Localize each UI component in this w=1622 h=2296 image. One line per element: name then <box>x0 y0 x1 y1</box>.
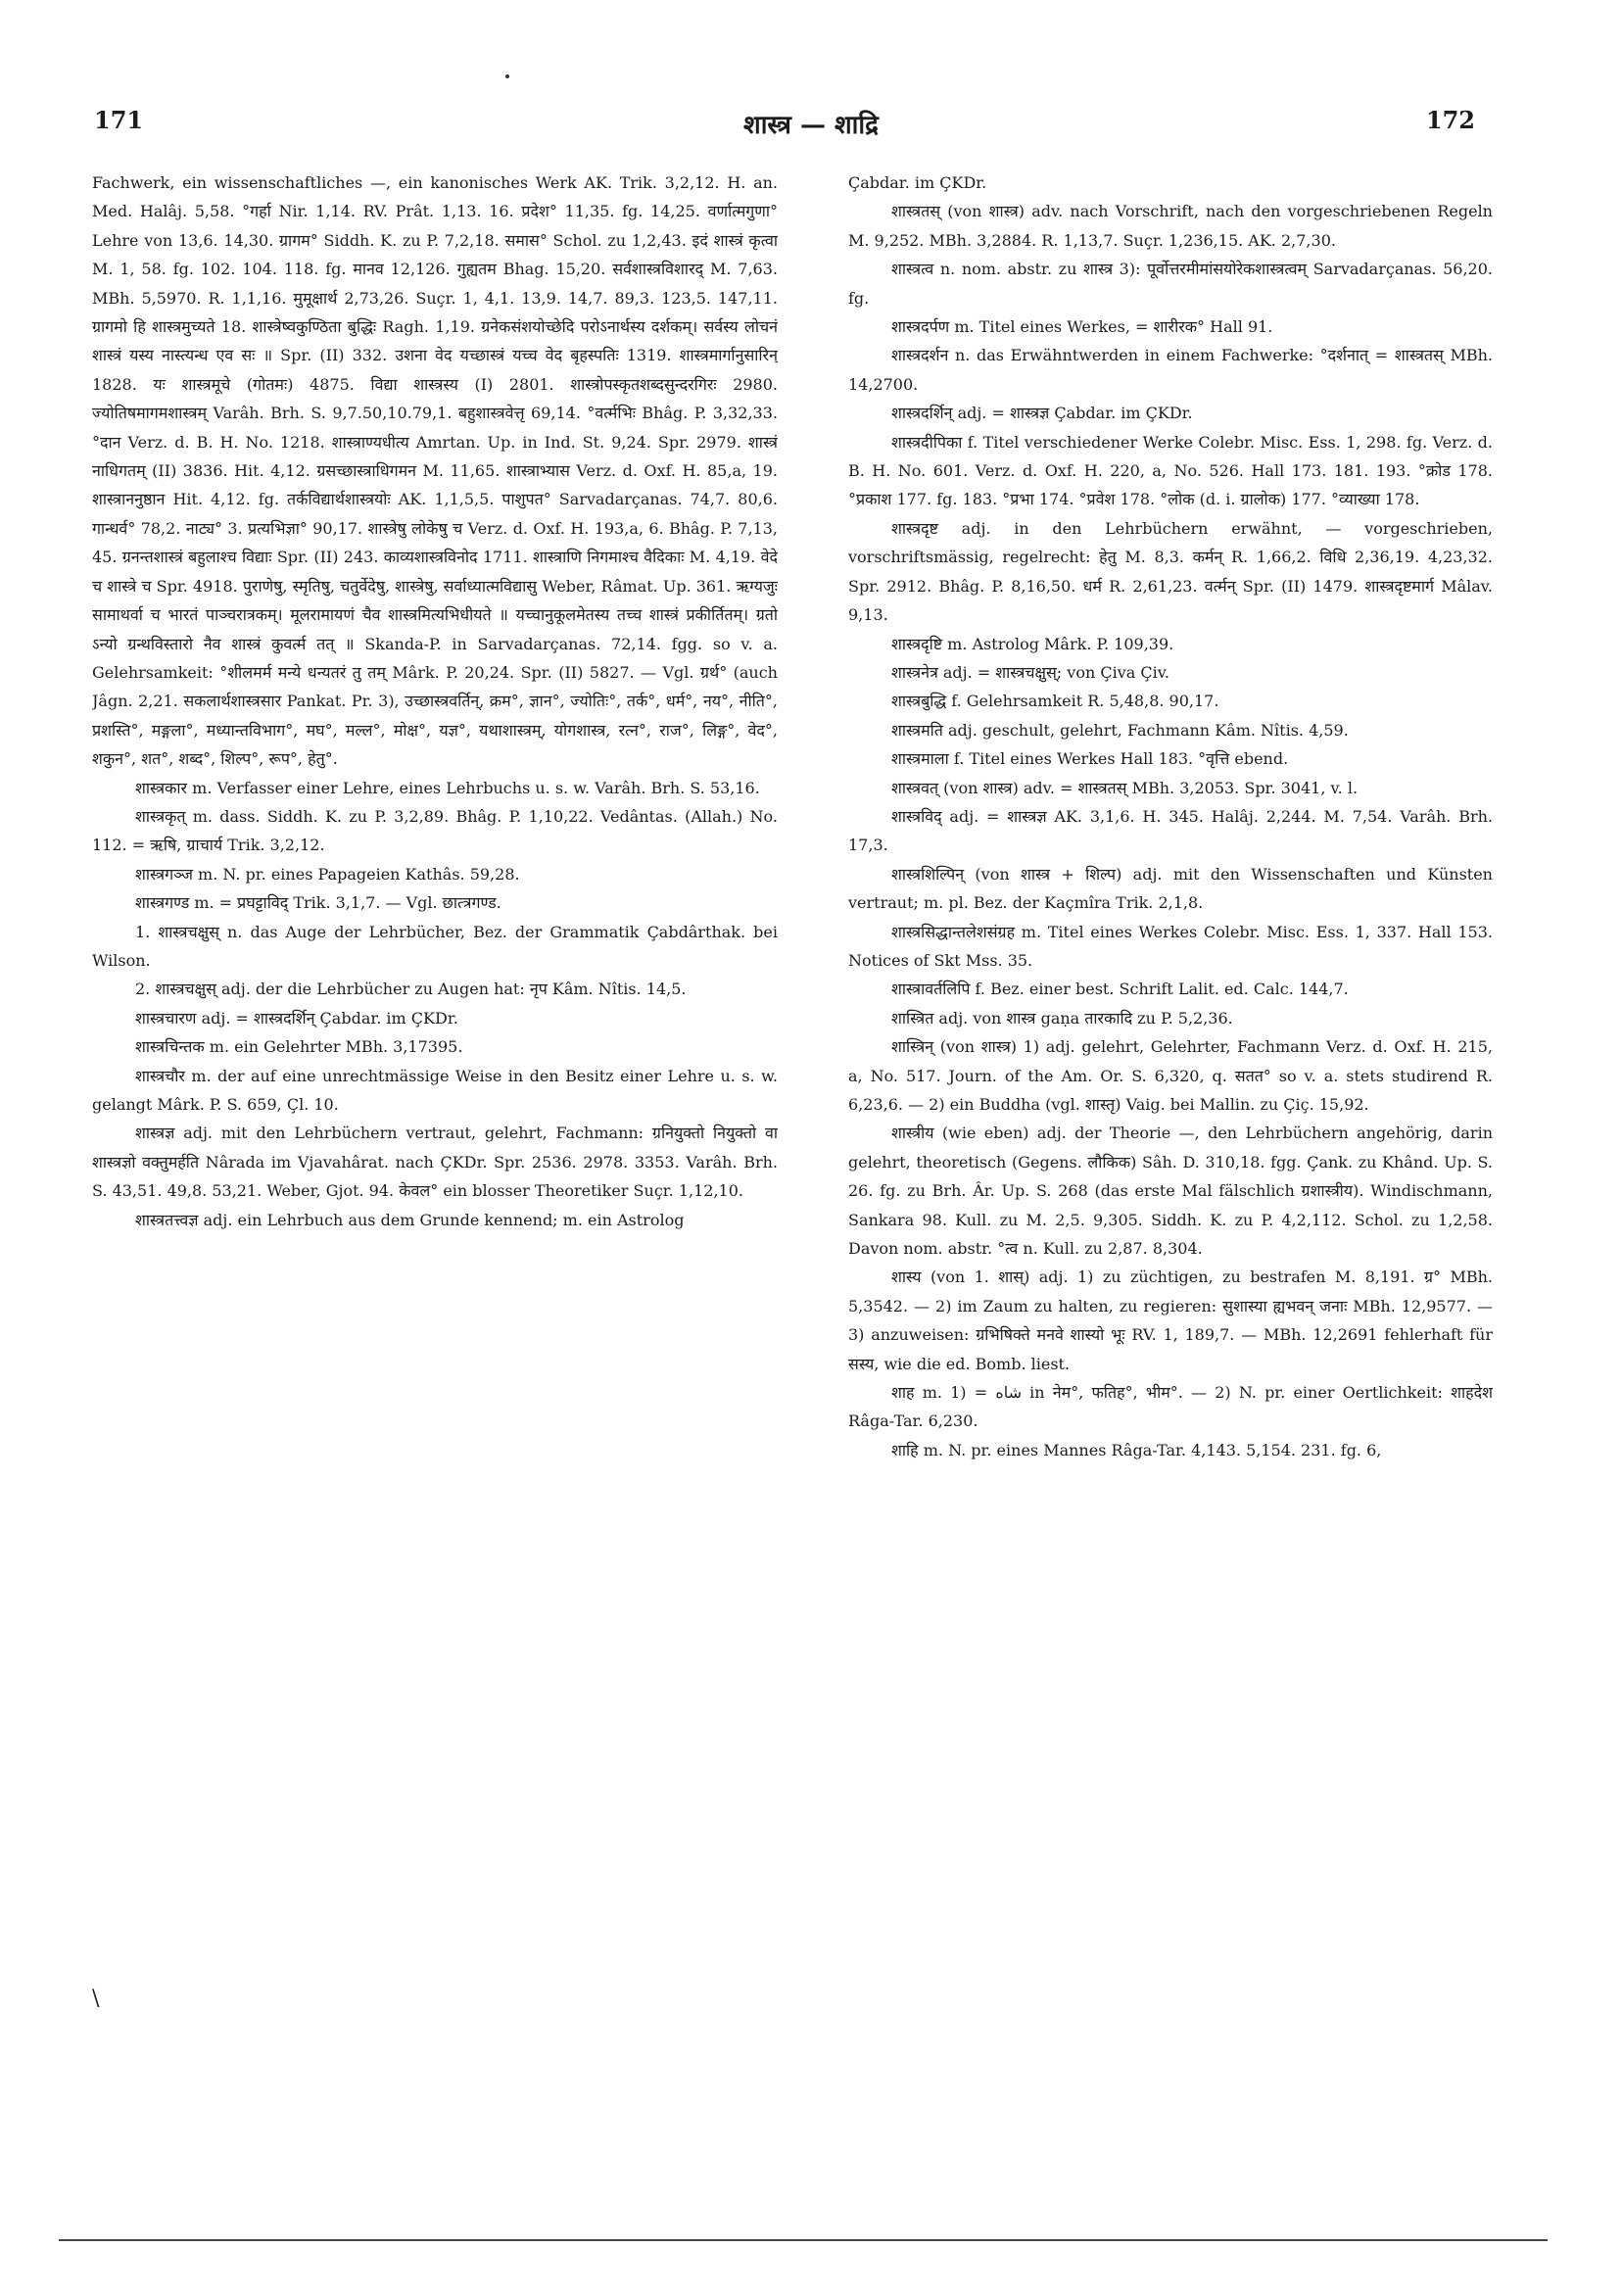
dictionary-entry: शास्त्रतस् (von शास्त्र) adv. nach Vorschrift, nach den vorgeschriebenen Regeln M. 9,252. MBh. 3,2884. R. 1,13,7. Suçr. 1,236,15. AK. 2,7,30. <box>848 202 1493 250</box>
dictionary-entry: शास्त्रिन् (von शास्त्र) 1) adj. gelehrt, Gelehrter, Fachmann Verz. d. Oxf. H. 215, a, No. 517. Journ. of the Am. Or. S. 6,320, q. सतत° so v. a. stets studirend R. 6,23,6. — 2) ein Buddha (vgl. शास्तृ) Vaig. bei Mallin. zu Çiç. 15,92. <box>848 1037 1493 1114</box>
dictionary-entry: शास्य (von 1. शास्) adj. 1) zu züchtigen, zu bestrafen M. 8,191. ग्र° MBh. 5,3542. — 2) im Zaum zu halten, zu regieren: सुशास्या ह्यभवन् जनाः MBh. 12,9577. — 3) anzuweisen: ग्रभिषिक्ते मनवे शास्यो भूः RV. 1, 189,7. — MBh. 12,2691 fehlerhaft für सस्य, wie die ed. Bomb. liest. <box>848 1268 1493 1373</box>
left-column <box>92 168 778 2000</box>
dictionary-entry: शास्त्रगञ्ज m. N. pr. eines Papageien Kathâs. 59,28. <box>135 864 520 884</box>
dictionary-entry: Çabdar. im ÇKDr. <box>848 173 987 192</box>
dictionary-entry: शास्त्रित adj. von शास्त्र gaṇa तारकादि zu P. 5,2,36. <box>891 1008 1233 1028</box>
dictionary-entry: शास्त्रशिल्पिन् (von शास्त्र + शिल्प) adj. mit den Wissenschaften und Künsten vertraut; m. pl. Bez. der Kaçmîra Trik. 2,1,8. <box>848 864 1493 913</box>
dictionary-entry: शास्त्रकार m. Verfasser einer Lehre, eines Lehrbuchs u. s. w. Varâh. Brh. S. 53,16. <box>135 778 760 797</box>
dictionary-entry: शास्त्रनेत्र adj. = शास्त्रचक्षुस्; von Çiva Çiv. <box>891 662 1169 682</box>
dictionary-entry: शास्त्रदृष्टि m. Astrolog Mârk. P. 109,39. <box>891 634 1174 653</box>
dictionary-entry: शाह m. 1) = شاه in नेम°, फतिह°, भीम°. — 2) N. pr. einer Oertlichkeit: शाहदेश Râga-Tar. 6,230. <box>848 1383 1493 1431</box>
dictionary-entry: शास्त्रज्ञ adj. mit den Lehrbüchern vertraut, gelehrt, Fachmann: ग्रनियुक्तो नियुक्तो वा शास्त्रज्ञो वक्तुमर्हति Nârada im Vjavahârat. nach ÇKDr. Spr. 2536. 2978. 3353. Varâh. Brh. S. 43,51. 49,8. 53,21. Weber, Gjot. 94. केवल° ein blosser Theoretiker Suçr. 1,12,10. <box>92 1124 778 1201</box>
dictionary-entry: शास्त्रवत् (von शास्त्र) adv. = शास्त्रतस् MBh. 3,2053. Spr. 3041, v. l. <box>891 778 1359 797</box>
dictionary-entry: शास्त्रचारण adj. = शास्त्रदर्शिन् Çabdar. im ÇKDr. <box>135 1008 458 1028</box>
right-page-number: 172 <box>1425 106 1475 134</box>
margin-mark: \ <box>92 1986 100 2011</box>
dictionary-entry: 1. शास्त्रचक्षुस् n. das Auge der Lehrbücher, Bez. der Grammatik Çabdârthak. bei Wilson. <box>92 922 778 970</box>
left-page-number: 171 <box>94 106 144 134</box>
dictionary-entry: शास्त्रतत्त्वज्ञ adj. ein Lehrbuch aus dem Grunde kennend; m. ein Astrolog <box>135 1210 685 1229</box>
dictionary-entry: शास्त्रदर्पण m. Titel eines Werkes, = शारीरक° Hall 91. <box>891 317 1273 337</box>
dictionary-entry: शास्त्रबुद्धि f. Gelehrsamkeit R. 5,48,8. 90,17. <box>891 692 1219 711</box>
dictionary-entry: शास्त्रविद् adj. = शास्त्रज्ञ AK. 3,1,6. H. 345. Halâj. 2,244. M. 7,54. Varâh. Brh. 17,3. <box>848 806 1493 855</box>
dictionary-entry: शास्त्रदर्शिन् adj. = शास्त्रज्ञ Çabdar. im ÇKDr. <box>891 404 1193 423</box>
dictionary-entry: शास्त्रगण्ड m. = प्रघट्टाविद् Trik. 3,1,7. — Vgl. छात्त्रगण्ड. <box>135 893 501 913</box>
right-column <box>848 168 1493 1951</box>
dictionary-entry: शास्त्रत्व n. nom. abstr. zu शास्त्र 3): पूर्वोत्तरमीमांसयोरेकशास्त्रत्वम् Sarvadarçanas. 56,20. fg. <box>848 260 1493 308</box>
running-head: शास्त्र — शाद्रि <box>743 111 879 140</box>
dictionary-entry: शास्त्रावर्तलिपि f. Bez. einer best. Schrift Lalit. ed. Calc. 144,7. <box>891 980 1349 999</box>
dictionary-entry: शास्त्रीय (wie eben) adj. der Theorie —, den Lehrbüchern angehörig, darin gelehrt, theoretisch (Gegens. लौकिक) Sâh. D. 310,18. fgg. Çank. zu Khând. Up. S. 26. fg. zu Brh. Âr. Up. S. 268 (das erste Mal fälschlich ग्रशास्त्रीय). Windischmann, Sankara 98. Kull. zu M. 2,5. 9,305. Siddh. K. zu P. 4,2,112. Schol. zu 1,2,58. Davon nom. abstr. °त्व n. Kull. zu 2,87. 8,304. <box>848 1124 1493 1259</box>
dictionary-entry: शास्त्रमति adj. geschult, gelehrt, Fachmann Kâm. Nîtis. 4,59. <box>891 720 1349 740</box>
dictionary-entry: शास्त्रदृष्ट adj. in den Lehrbüchern erwähnt, — vorgeschrieben, vorschriftsmässig, regelrecht: हेतु M. 8,3. कर्मन् R. 1,66,2. विधि 2,36,19. 4,23,32. Spr. 2912. Bhâg. P. 8,16,50. धर्म R. 2,61,23. वर्त्मन् Spr. (II) 1479. शास्त्रदृष्टमार्ग Mâlav. 9,13. <box>848 518 1493 625</box>
dictionary-entry: शास्त्रकृत् m. dass. Siddh. K. zu P. 3,2,89. Bhâg. P. 1,10,22. Vedântas. (Allah.) No. 112. = ऋषि, ग्राचार्य Trik. 3,2,12. <box>92 806 778 855</box>
dictionary-entry: शास्त्रदीपिका f. Titel verschiedener Werke Colebr. Misc. Ess. 1, 298. fg. Verz. d. B. H. No. 601. Verz. d. Oxf. H. 220, a, No. 526. Hall 173. 181. 193. °क्रोड 178. °प्रकाश 177. fg. 183. °प्रभा 174. °प्रवेश 178. °लोक (d. i. ग्रालोक) 177. °व्याख्या 178. <box>848 432 1493 509</box>
dictionary-entry: शास्त्रसिद्धान्तलेशसंग्रह m. Titel eines Werkes Colebr. Misc. Ess. 1, 337. Hall 153. Notices of Skt Mss. 35. <box>848 922 1493 970</box>
dictionary-entry: शाहि m. N. pr. eines Mannes Râga-Tar. 4,143. 5,154. 231. fg. 6, <box>891 1440 1382 1459</box>
print-speck <box>505 74 509 78</box>
dictionary-entry: शास्त्रचौर m. der auf eine unrechtmässige Weise in den Besitz einer Lehre u. s. w. gelangt Mârk. P. S. 659, Çl. 10. <box>92 1066 778 1114</box>
dictionary-entry: 2. शास्त्रचक्षुस् adj. der die Lehrbücher zu Augen hat: नृप Kâm. Nîtis. 14,5. <box>135 980 687 999</box>
dictionary-entry: शास्त्रदर्शन n. das Erwähntwerden in einem Fachwerke: °दर्शनात् = शास्त्रतस् MBh. 14,2700. <box>848 346 1493 394</box>
dictionary-entry: शास्त्रमाला f. Titel eines Werkes Hall 183. °वृत्ति ebend. <box>891 749 1289 769</box>
bottom-rule <box>59 2239 1548 2241</box>
dictionary-entry: शास्त्रचिन्तक m. ein Gelehrter MBh. 3,17395. <box>135 1037 463 1057</box>
dictionary-entry: Fachwerk, ein wissenschaftliches —, ein kanonisches Werk AK. Trik. 3,2,12. H. an. Med. Halâj. 5,58. °गर्हा Nir. 1,14. RV. Prât. 1,13. 16. प्रदेश° 11,35. fg. 14,25. वर्णात्मगुणा° Lehre von 13,6. 14,30. ग्रागम° Siddh. K. zu P. 7,2,18. समास° Schol. zu 1,2,43. इदं शास्त्रं कृत्वा M. 1, 58. fg. 102. 104. 118. fg. मानव 12,126. गुह्यतम Bhag. 15,20. सर्वशास्त्रविशारद् M. 7,63. MBh. 5,5970. R. 1,1,16. मुमूक्षार्थ 2,73,26. Suçr. 1, 4,1. 13,9. 14,7. 89,3. 123,5. 147,11. ग्रागमो हि शास्त्रमुच्यते 18. शास्त्रेष्वकुण्ठिता बुद्धिः Ragh. 1,19. ग्रनेकसंशयोच्छेदि परोऽनार्थस्य दर्शकम्। सर्वस्य लोचनं शास्त्रं यस्य नास्त्यन्ध एव सः ॥ Spr. (II) 332. उशना वेद यच्छास्त्रं यच्च वेद बृहस्पतिः 1319. शास्त्रमार्गानुसारिन् 1828. यः शास्त्रमूचे (गोतमः) 4875. विद्या शास्त्रस्य (I) 2801. शास्त्रोपस्कृतशब्दसुन्दरगिरः 2980. ज्योतिषमागमशास्त्रम् Varâh. Brh. S. 9,7.50,10.79,1. बहुशास्त्रवेत्तृ 69,14. °वर्त्मभिः Bhâg. P. 3,32,33. °दान Verz. d. B. H. No. 1218. शास्त्राण्यधीत्य Amrtan. Up. in Ind. St. 9,24. Spr. 2979. शास्त्रं नाधिगतम् (II) 3836. Hit. 4,12. ग्रसच्छास्त्राधिगमन M. 11,65. शास्त्राभ्यास Verz. d. Oxf. H. 85,a, 19. शास्त्राननुष्ठान Hit. 4,12. fg. तर्कविद्यार्थशास्त्रयोः AK. 1,1,5,5. पाशुपत° Sarvadarçanas. 74,7. 80,6. गान्धर्व° 78,2. नाट्य° 3. प्रत्यभिज्ञा° 90,17. शास्त्रेषु लोकेषु च Verz. d. Oxf. H. 193,a, 6. Bhâg. P. 7,13, 45. ग्रनन्तशास्त्रं बहुलाश्च विद्याः Spr. (II) 243. काव्यशास्त्रविनोद 1711. शास्त्राणि निगमाश्च वैदिकाः M. 4,19. वेदे च शास्त्रे च Spr. 4918. पुराणेषु, स्मृतिषु, चतुर्वेदेषु, शास्त्रेषु, सर्वाध्यात्मविद्यासु Weber, Râmat. Up. 361. ऋग्यजुः सामाथर्वा च भारतं पाञ्चरात्रकम्। मूलरामायणं चैव शास्त्रमित्यभिधीयते ॥ यच्चानुकूलमेतस्य तच्च शास्त्रं प्रकीर्तितम्। ग्रतो ऽन्यो ग्रन्थविस्तारो नैव शास्त्रं कुवर्त्म तत् ॥ Skanda-P. in Sarvadarçanas. 72,14. fgg. so v. a. Gelehrsamkeit: °शीलमर्म मन्ये धन्यतरं तु तम् Mârk. P. 20,24. Spr. (II) 5827. — Vgl. ग्रर्थ° (auch Jâgn. 2,21. सकलार्थशास्त्रसार Pankat. Pr. 3), उच्छास्त्रवर्तिन्, क्रम°, ज्ञान°, ज्योतिः°, तर्क°, धर्म°, नय°, नीति°, प्रशस्ति°, मङ्गला°, मध्यान्तविभाग°, मघ°, मल्ल°, मोक्ष°, यज्ञ°, यथाशास्त्रम्, योगशास्त्र, रत्न°, राज°, लिङ्ग°, वेद°, शकुन°, शत°, शब्द°, शिल्प°, रूप°, हेतु°. <box>92 173 778 769</box>
